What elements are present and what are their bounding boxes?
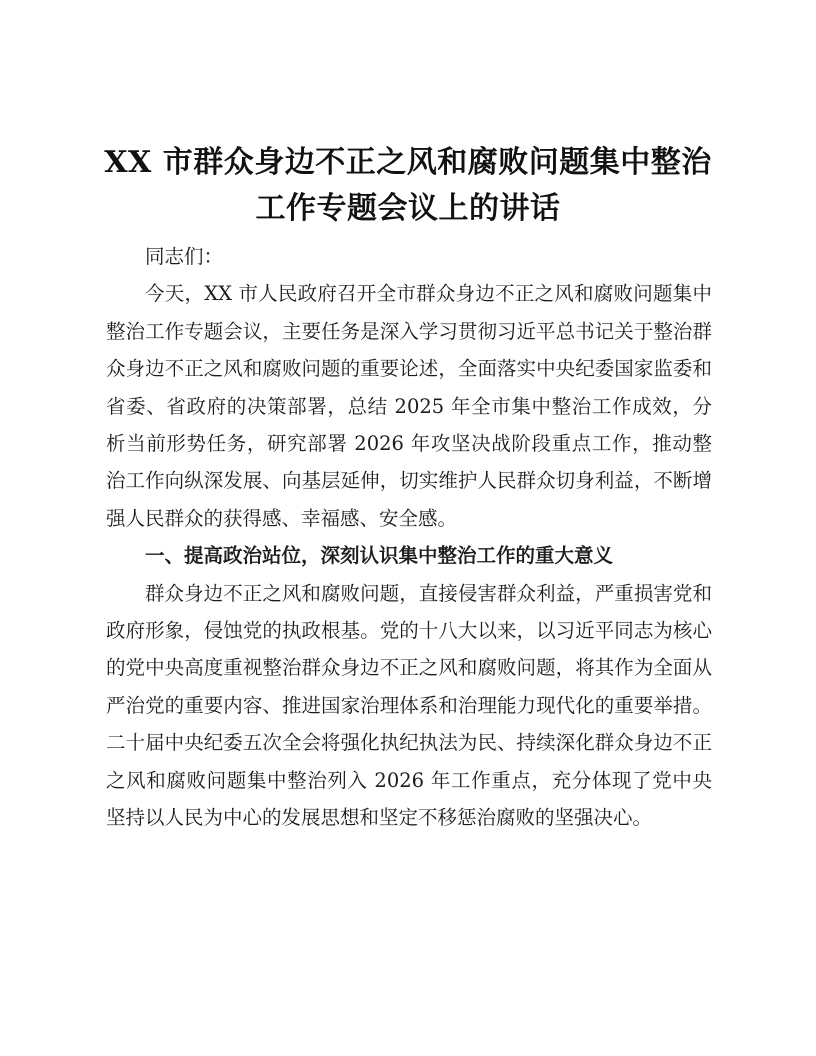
document-body [106,238,712,837]
document-title: XX 市群众身边不正之风和腐败问题集中整治工作专题会议上的讲话 [104,145,712,226]
section-heading: 一、提高政治站位，深刻认识集中整治工作的重大意义 [145,544,614,568]
opening-paragraph: 今天，XX 市人民政府召开全市群众身边不正之风和腐败问题集中整治工作专题会议，主要任务是深入学习贯彻习近平总书记关于整治群众身边不正之风和腐败问题的重要论述，全面落实中央纪委国家监委和省委、省政府的决策部署，总结 2025 年全市集中整治工作成效，分析当前形势任务，研究部署 2026 年攻坚决战阶段重点工作，推动整治工作向纵深发展、向基层延伸，切实维护人民群众切身利益，不断增强人民群众的获得感、幸福感、安全感。 [106,282,712,530]
salutation: 同志们： [145,245,224,268]
section-paragraph: 群众身边不正之风和腐败问题，直接侵害群众利益，严重损害党和政府形象，侵蚀党的执政根基。党的十八大以来，以习近平同志为核心的党中央高度重视整治群众身边不正之风和腐败问题，将其作为全面从严治党的重要内容、推进国家治理体系和治理能力现代化的重要举措。二十届中央纪委五次全会将强化执纪执法为民、持续深化群众身边不正之风和腐败问题集中整治列入 2026 年工作重点，充分体现了党中央坚持以人民为中心的发展思想和坚定不移惩治腐败的坚强决心。 [106,581,712,830]
